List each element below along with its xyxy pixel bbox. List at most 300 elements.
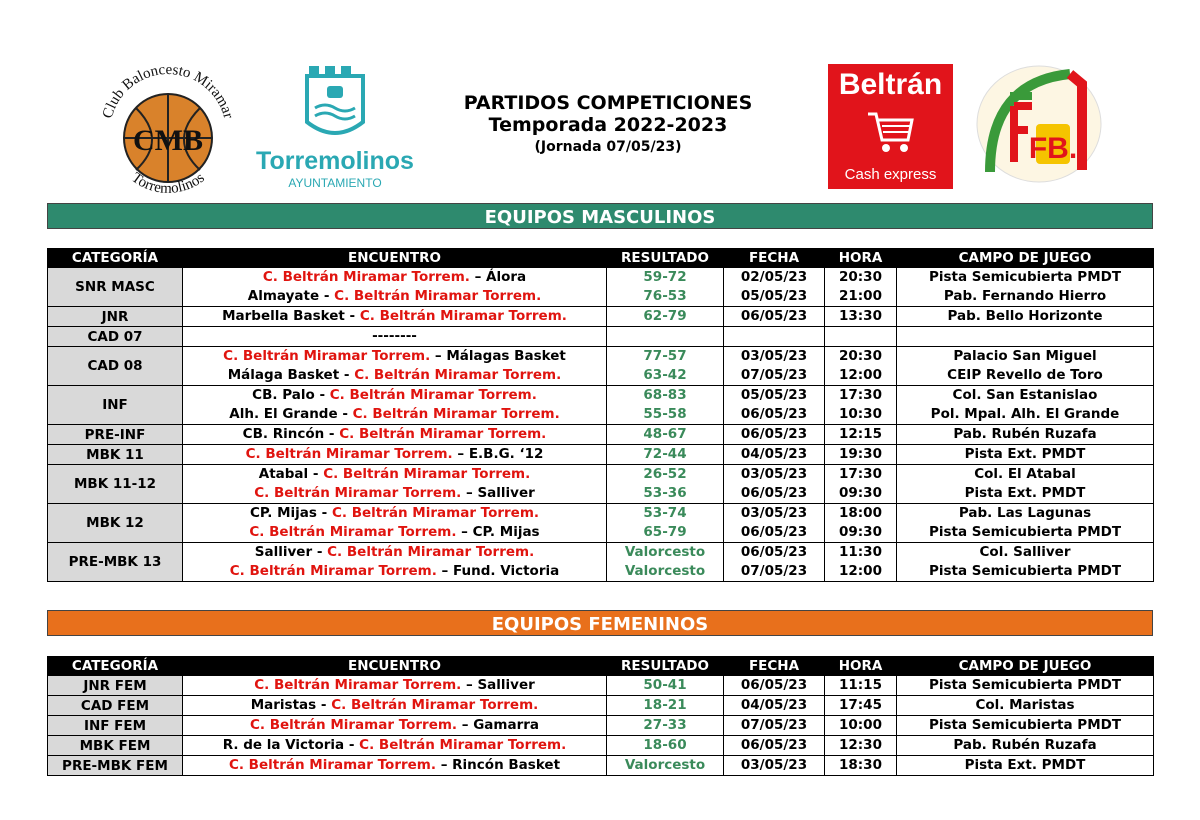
- date-cell: [724, 425, 825, 445]
- time-value: 17:30: [839, 466, 882, 482]
- category-cell: JNR FEM: [48, 676, 183, 696]
- venue-value: Pol. Mpal. Alh. El Grande: [930, 406, 1120, 422]
- femeninos-banner: EQUIPOS FEMENINOS: [47, 610, 1153, 636]
- header-result: RESULTADO: [607, 249, 724, 268]
- venue-cell: [897, 736, 1154, 756]
- home-team: CB. Rincón: [242, 426, 325, 442]
- venue-cell: [897, 716, 1154, 736]
- date-value: 03/05/23: [740, 505, 808, 521]
- match-cell: [183, 347, 607, 386]
- home-team: CP. Mijas: [249, 505, 317, 521]
- match-line: [183, 736, 606, 755]
- match-separator: –: [430, 348, 447, 364]
- date-value: 04/05/23: [740, 446, 808, 462]
- away-team: Salliver: [477, 485, 535, 501]
- away-team: Rincón Basket: [452, 757, 561, 773]
- date-cell: [724, 736, 825, 756]
- venue-cell: [897, 756, 1154, 776]
- home-team: --------: [372, 328, 417, 344]
- venue-cell: [897, 696, 1154, 716]
- home-team: CB. Palo: [252, 387, 315, 403]
- match-line: [183, 445, 606, 464]
- masculinos-banner: EQUIPOS MASCULINOS: [47, 203, 1153, 229]
- match-cell: [183, 543, 607, 582]
- time-cell: [825, 736, 897, 756]
- result-value: 68-83: [643, 387, 687, 403]
- date-value: 05/05/23: [740, 387, 808, 403]
- result-value: 59-72: [643, 269, 687, 285]
- club-logo: [88, 50, 248, 210]
- match-cell: [183, 307, 607, 327]
- time-value: 12:00: [839, 367, 882, 383]
- venue-cell: [897, 386, 1154, 425]
- date-cell: [724, 756, 825, 776]
- result-cell: [607, 756, 724, 776]
- result-cell: [607, 268, 724, 307]
- category-cell: CAD FEM: [48, 696, 183, 716]
- result-cell: [607, 736, 724, 756]
- time-value: 17:45: [839, 697, 882, 713]
- time-value: 13:30: [839, 308, 882, 324]
- match-cell: [183, 504, 607, 543]
- time-cell: [825, 425, 897, 445]
- date-value: 07/05/23: [740, 563, 808, 579]
- home-team: Almayate: [247, 288, 320, 304]
- venue-cell: [897, 268, 1154, 307]
- time-cell: [825, 327, 897, 347]
- date-value: 06/05/23: [740, 308, 808, 324]
- date-cell: [724, 504, 825, 543]
- category-cell: MBK 12: [48, 504, 183, 543]
- venue-cell: [897, 347, 1154, 386]
- match-separator: -: [319, 288, 335, 304]
- venue-value: Pab. Fernando Hierro: [943, 288, 1107, 304]
- home-team: C. Beltrán Miramar Torrem.: [249, 524, 457, 540]
- match-line: [183, 425, 606, 444]
- table-row: [48, 465, 1154, 504]
- home-team: C. Beltrán Miramar Torrem.: [254, 677, 462, 693]
- time-value: 18:00: [839, 505, 882, 521]
- venue-value: Col. Salliver: [979, 544, 1071, 560]
- date-cell: [724, 347, 825, 386]
- venue-value: Pab. Rubén Ruzafa: [953, 426, 1097, 442]
- away-team: CP. Mijas: [472, 524, 540, 540]
- home-team: Málaga Basket: [227, 367, 340, 383]
- date-value: 06/05/23: [740, 426, 808, 442]
- time-cell: [825, 543, 897, 582]
- header-venue: CAMPO DE JUEGO: [897, 657, 1154, 676]
- venue-value: Pab. Las Lagunas: [958, 505, 1092, 521]
- header-venue: CAMPO DE JUEGO: [897, 249, 1154, 268]
- home-team: Maristas: [250, 697, 317, 713]
- away-team: C. Beltrán Miramar Torrem.: [323, 466, 531, 482]
- date-value: 06/05/23: [740, 485, 808, 501]
- venue-cell: [897, 425, 1154, 445]
- away-team: C. Beltrán Miramar Torrem.: [359, 737, 567, 753]
- away-team: C. Beltrán Miramar Torrem.: [331, 697, 539, 713]
- table-row: [48, 736, 1154, 756]
- club-ring-text-bottom: Torremolinos: [128, 169, 208, 198]
- header-date: FECHA: [724, 657, 825, 676]
- match-line: [183, 716, 606, 735]
- header-row: [48, 249, 1154, 268]
- home-team: R. de la Victoria: [222, 737, 345, 753]
- away-team: E.B.G. ‘12: [468, 446, 544, 462]
- match-separator: -: [316, 505, 332, 521]
- result-cell: [607, 386, 724, 425]
- date-value: 06/05/23: [740, 524, 808, 540]
- table-row: [48, 425, 1154, 445]
- date-value: 03/05/23: [740, 348, 808, 364]
- result-value: 55-58: [643, 406, 687, 422]
- home-team: Salliver: [254, 544, 313, 560]
- date-cell: [724, 386, 825, 425]
- match-line: [183, 562, 606, 581]
- header-time: HORA: [825, 249, 897, 268]
- match-separator: –: [456, 524, 473, 540]
- tower-icon: [255, 62, 415, 146]
- match-cell: [183, 327, 607, 347]
- time-cell: [825, 716, 897, 736]
- table-row: [48, 386, 1154, 425]
- match-separator: –: [457, 717, 474, 733]
- result-value: 76-53: [643, 288, 687, 304]
- match-separator: -: [312, 544, 328, 560]
- category-cell: INF: [48, 386, 183, 425]
- match-cell: [183, 268, 607, 307]
- time-value: 19:30: [839, 446, 882, 462]
- match-separator: -: [339, 367, 355, 383]
- venue-cell: [897, 327, 1154, 347]
- venue-cell: [897, 307, 1154, 327]
- away-team: C. Beltrán Miramar Torrem.: [334, 288, 542, 304]
- time-value: 10:00: [839, 717, 882, 733]
- match-separator: –: [436, 757, 453, 773]
- category-cell: SNR MASC: [48, 268, 183, 307]
- result-cell: [607, 445, 724, 465]
- venue-value: Col. Maristas: [975, 697, 1075, 713]
- venue-value: Pista Ext. PMDT: [964, 446, 1086, 462]
- match-separator: -: [308, 466, 324, 482]
- match-line: [183, 268, 606, 287]
- ayuntamiento-name: Torremolinos: [256, 147, 414, 175]
- time-cell: [825, 756, 897, 776]
- away-team: C. Beltrán Miramar Torrem.: [359, 308, 567, 324]
- venue-value: Pista Semicubierta PMDT: [928, 524, 1122, 540]
- venue-cell: [897, 445, 1154, 465]
- date-cell: [724, 445, 825, 465]
- category-cell: CAD 08: [48, 347, 183, 386]
- result-value: Valorcesto: [624, 563, 706, 579]
- header-date: FECHA: [724, 249, 825, 268]
- jornada-label: (Jornada 07/05/23): [534, 139, 682, 155]
- match-separator: -: [324, 426, 340, 442]
- match-line: [183, 347, 606, 366]
- table-row: [48, 756, 1154, 776]
- away-team: Salliver: [477, 677, 535, 693]
- home-team: Alh. El Grande: [229, 406, 338, 422]
- category-cell: MBK 11: [48, 445, 183, 465]
- match-line: [183, 504, 606, 523]
- date-cell: [724, 676, 825, 696]
- away-team: Fund. Victoria: [452, 563, 560, 579]
- venue-value: Pista Semicubierta PMDT: [928, 677, 1122, 693]
- table-row: [48, 676, 1154, 696]
- result-cell: [607, 307, 724, 327]
- venue-value: Pista Ext. PMDT: [964, 757, 1086, 773]
- match-cell: [183, 445, 607, 465]
- home-team: C. Beltrán Miramar Torrem.: [223, 348, 431, 364]
- result-value: 65-79: [643, 524, 687, 540]
- result-cell: [607, 504, 724, 543]
- match-separator: –: [469, 269, 487, 285]
- match-line: [183, 543, 606, 562]
- time-value: 20:30: [839, 269, 882, 285]
- date-value: 06/05/23: [740, 737, 808, 753]
- result-cell: [607, 327, 724, 347]
- away-team: Álora: [486, 269, 527, 285]
- fb-letters: FB.: [1028, 132, 1078, 165]
- away-team: C. Beltrán Miramar Torrem.: [327, 544, 535, 560]
- header-category: CATEGORÍA: [48, 249, 183, 268]
- header-result: RESULTADO: [607, 657, 724, 676]
- match-cell: [183, 386, 607, 425]
- category-cell: INF FEM: [48, 716, 183, 736]
- result-value: [607, 327, 723, 346]
- cart-icon: [866, 108, 916, 156]
- result-value: 63-42: [643, 367, 687, 383]
- venue-cell: [897, 504, 1154, 543]
- time-value: 10:30: [839, 406, 882, 422]
- time-cell: [825, 307, 897, 327]
- date-value: 02/05/23: [740, 269, 808, 285]
- time-cell: [825, 696, 897, 716]
- category-cell: CAD 07: [48, 327, 183, 347]
- result-value: 50-41: [643, 677, 687, 693]
- away-team: C. Beltrán Miramar Torrem.: [352, 406, 560, 422]
- header-match: ENCUENTRO: [183, 657, 607, 676]
- result-value: 27-33: [643, 717, 687, 733]
- beltran-sub: Cash express: [844, 166, 937, 183]
- date-value: 03/05/23: [740, 757, 808, 773]
- table-row: [48, 445, 1154, 465]
- result-value: 18-60: [643, 737, 687, 753]
- category-cell: MBK FEM: [48, 736, 183, 756]
- table-row: [48, 307, 1154, 327]
- header-time: HORA: [825, 657, 897, 676]
- time-value: 17:30: [839, 387, 882, 403]
- time-value: [825, 327, 896, 346]
- match-line: [183, 327, 606, 346]
- result-value: 26-52: [643, 466, 687, 482]
- venue-value: Pista Semicubierta PMDT: [928, 717, 1122, 733]
- header-match: ENCUENTRO: [183, 249, 607, 268]
- venue-value: Pista Semicubierta PMDT: [928, 269, 1122, 285]
- home-team: C. Beltrán Miramar Torrem.: [229, 563, 437, 579]
- match-line: [183, 465, 606, 484]
- time-value: 12:30: [839, 737, 882, 753]
- table-row: [48, 268, 1154, 307]
- date-cell: [724, 327, 825, 347]
- time-value: 09:30: [839, 524, 882, 540]
- time-cell: [825, 465, 897, 504]
- match-separator: –: [461, 485, 478, 501]
- date-value: [724, 327, 824, 346]
- match-line: [183, 405, 606, 424]
- result-value: 77-57: [643, 348, 687, 364]
- match-cell: [183, 736, 607, 756]
- home-team: C. Beltrán Miramar Torrem.: [262, 269, 470, 285]
- match-line: [183, 287, 606, 306]
- match-separator: -: [314, 387, 330, 403]
- date-value: 04/05/23: [740, 697, 808, 713]
- beltran-logo: [828, 64, 953, 189]
- venue-value: Col. El Atabal: [974, 466, 1076, 482]
- date-cell: [724, 696, 825, 716]
- time-value: 20:30: [839, 348, 882, 364]
- time-value: 11:15: [839, 677, 882, 693]
- result-value: 48-67: [643, 426, 687, 442]
- match-cell: [183, 425, 607, 445]
- table-row: [48, 327, 1154, 347]
- venue-value: [897, 327, 1153, 346]
- away-team: C. Beltrán Miramar Torrem.: [354, 367, 562, 383]
- date-value: 06/05/23: [740, 677, 808, 693]
- result-value: 53-74: [643, 505, 687, 521]
- away-team: C. Beltrán Miramar Torrem.: [331, 505, 540, 521]
- time-cell: [825, 268, 897, 307]
- match-cell: [183, 696, 607, 716]
- result-cell: [607, 465, 724, 504]
- home-team: Marbella Basket: [222, 308, 345, 324]
- match-separator: –: [436, 563, 453, 579]
- match-separator: -: [344, 308, 360, 324]
- date-cell: [724, 543, 825, 582]
- result-cell: [607, 716, 724, 736]
- category-cell: JNR: [48, 307, 183, 327]
- match-cell: [183, 716, 607, 736]
- table-row: [48, 347, 1154, 386]
- date-value: 03/05/23: [740, 466, 808, 482]
- season-title: Temporada 2022-2023: [488, 114, 728, 136]
- time-cell: [825, 676, 897, 696]
- category-cell: PRE-INF: [48, 425, 183, 445]
- time-value: 12:15: [839, 426, 882, 442]
- match-line: [183, 366, 606, 385]
- away-team: Gamarra: [473, 717, 539, 733]
- header-row: [48, 657, 1154, 676]
- time-cell: [825, 504, 897, 543]
- match-line: [183, 386, 606, 405]
- ayuntamiento-logo: [255, 62, 415, 192]
- category-cell: PRE-MBK 13: [48, 543, 183, 582]
- category-cell: MBK 11-12: [48, 465, 183, 504]
- date-value: 06/05/23: [740, 406, 808, 422]
- home-team: C. Beltrán Miramar Torrem.: [254, 485, 462, 501]
- header-category: CATEGORÍA: [48, 657, 183, 676]
- home-team: C. Beltrán Miramar Torrem.: [228, 757, 436, 773]
- time-value: 09:30: [839, 485, 882, 501]
- result-value: Valorcesto: [624, 544, 706, 560]
- femeninos-table: [47, 656, 1154, 776]
- venue-cell: [897, 543, 1154, 582]
- venue-value: Col. San Estanislao: [952, 387, 1098, 403]
- title-block: [418, 92, 798, 158]
- ayuntamiento-sub: AYUNTAMIENTO: [288, 176, 382, 190]
- match-separator: –: [461, 677, 478, 693]
- date-value: 07/05/23: [740, 717, 808, 733]
- result-value: 53-36: [643, 485, 687, 501]
- time-value: 21:00: [839, 288, 882, 304]
- time-value: 12:00: [839, 563, 882, 579]
- result-value: 72-44: [643, 446, 687, 462]
- venue-value: Palacio San Miguel: [953, 348, 1097, 364]
- table-row: [48, 543, 1154, 582]
- match-separator: -: [337, 406, 353, 422]
- result-cell: [607, 676, 724, 696]
- match-line: [183, 307, 606, 326]
- result-cell: [607, 347, 724, 386]
- match-line: [183, 523, 606, 542]
- category-cell: PRE-MBK FEM: [48, 756, 183, 776]
- time-value: 18:30: [839, 757, 882, 773]
- venue-value: CEIP Revello de Toro: [947, 367, 1103, 383]
- result-value: Valorcesto: [624, 757, 706, 773]
- page-title: PARTIDOS COMPETICIONES: [463, 92, 753, 114]
- home-team: Atabal: [258, 466, 309, 482]
- away-team: C. Beltrán Miramar Torrem.: [329, 387, 537, 403]
- match-line: [183, 756, 606, 775]
- match-cell: [183, 465, 607, 504]
- venue-value: Pab. Bello Horizonte: [947, 308, 1103, 324]
- venue-value: Pab. Rubén Ruzafa: [953, 737, 1097, 753]
- result-value: 62-79: [643, 308, 687, 324]
- time-cell: [825, 445, 897, 465]
- away-team: C. Beltrán Miramar Torrem.: [339, 426, 547, 442]
- match-line: [183, 484, 606, 503]
- result-cell: [607, 543, 724, 582]
- table-row: [48, 504, 1154, 543]
- match-line: [183, 696, 606, 715]
- home-team: C. Beltrán Miramar Torrem.: [245, 446, 453, 462]
- date-cell: [724, 307, 825, 327]
- date-cell: [724, 268, 825, 307]
- masculinos-table: [47, 248, 1154, 582]
- result-value: 18-21: [643, 697, 687, 713]
- beltran-name: Beltrán: [838, 68, 943, 101]
- club-monogram: CMB: [133, 124, 203, 157]
- date-value: 07/05/23: [740, 367, 808, 383]
- venue-cell: [897, 465, 1154, 504]
- match-cell: [183, 676, 607, 696]
- result-cell: [607, 696, 724, 716]
- date-value: 05/05/23: [740, 288, 808, 304]
- venue-value: Pista Semicubierta PMDT: [928, 563, 1122, 579]
- time-value: 11:30: [839, 544, 882, 560]
- fb-logo: [970, 62, 1108, 186]
- match-line: [183, 676, 606, 695]
- match-separator: –: [452, 446, 469, 462]
- date-cell: [724, 465, 825, 504]
- away-team: Málagas Basket: [446, 348, 566, 364]
- match-cell: [183, 756, 607, 776]
- home-team: C. Beltrán Miramar Torrem.: [249, 717, 458, 733]
- club-ring-text-top: Club Baloncesto Miramar: [99, 61, 237, 121]
- date-cell: [724, 716, 825, 736]
- table-row: [48, 716, 1154, 736]
- venue-cell: [897, 676, 1154, 696]
- table-row: [48, 696, 1154, 716]
